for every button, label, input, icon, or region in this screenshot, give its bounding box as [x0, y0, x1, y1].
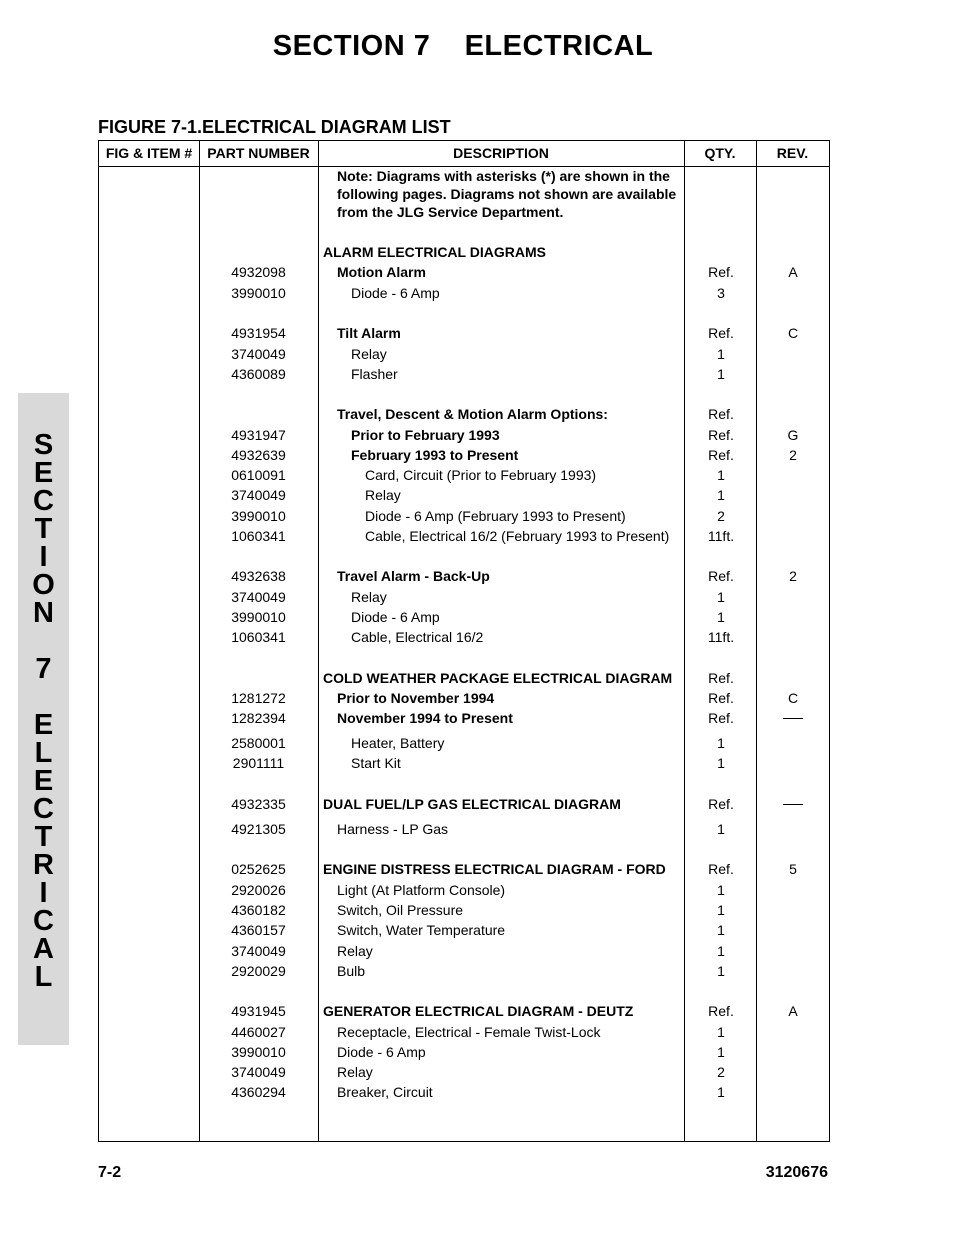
part-number-cell: 2920026 [231, 882, 286, 898]
description-cell: Start Kit [351, 755, 401, 771]
side-tab-letter: E [33, 765, 54, 797]
rev-cell: A [788, 264, 798, 280]
header-part-number: PART NUMBER [207, 145, 310, 161]
part-number-cell: 4360294 [231, 1084, 286, 1100]
part-number-cell: 3990010 [231, 1044, 286, 1060]
qty-cell: 2 [717, 1064, 725, 1080]
side-tab-letter: S [33, 429, 54, 461]
qty-cell: Ref. [708, 796, 734, 812]
figure-title: FIGURE 7-1.ELECTRICAL DIAGRAM LIST [98, 117, 451, 137]
qty-cell: 3 [717, 285, 725, 301]
part-number-cell: 3740049 [231, 943, 286, 959]
table-row [99, 941, 829, 961]
rev-cell [757, 708, 829, 728]
table-row [99, 961, 829, 981]
rev-cell: A [788, 1003, 798, 1019]
qty-cell: Ref. [708, 861, 734, 877]
description-cell: ALARM ELECTRICAL DIAGRAMS [323, 244, 546, 260]
part-number-cell: 4460027 [231, 1024, 286, 1040]
description-cell: Breaker, Circuit [337, 1084, 433, 1100]
rev-dash [783, 794, 803, 805]
qty-cell: Ref. [708, 264, 734, 280]
description-cell: Tilt Alarm [337, 325, 401, 341]
side-tab-letter [18, 683, 69, 711]
rev-cell [757, 794, 829, 814]
description-cell: COLD WEATHER PACKAGE ELECTRICAL DIAGRAM [323, 670, 673, 686]
table-row [99, 1082, 829, 1102]
qty-cell: 1 [717, 963, 725, 979]
part-number-cell: 4360157 [231, 922, 286, 938]
table-row [99, 465, 829, 485]
table-note: Note: Diagrams with asterisks (*) are shown in the following pages. Diagrams not shown are available from the JLG Service Department. [337, 168, 677, 220]
description-cell: Harness - LP Gas [337, 821, 449, 837]
description-cell: Switch, Water Temperature [337, 922, 506, 938]
qty-cell: 2 [717, 508, 725, 524]
table-row [99, 900, 829, 920]
header-rev: REV. [776, 145, 809, 161]
part-number-cell: 4931945 [231, 1003, 286, 1019]
part-number-cell: 3990010 [231, 609, 286, 625]
table-row [99, 733, 829, 753]
side-tab-letter: C [33, 905, 54, 937]
side-tab-letter: I [39, 541, 48, 573]
qty-cell: 1 [717, 735, 725, 751]
side-tab-text [18, 431, 69, 991]
rev-cell: C [787, 325, 799, 341]
qty-cell: Ref. [708, 1003, 734, 1019]
description-cell: Cable, Electrical 16/2 [351, 629, 484, 645]
qty-cell: 1 [717, 487, 725, 503]
table-row [99, 425, 829, 445]
side-tab-letter: R [33, 849, 54, 881]
rev-cell: 2 [789, 447, 797, 463]
qty-cell: 1 [717, 1044, 725, 1060]
description-cell: Light (At Platform Console) [337, 882, 506, 898]
description-cell: November 1994 to Present [337, 710, 513, 726]
description-cell: Bulb [337, 963, 366, 979]
qty-cell: 1 [717, 346, 725, 362]
rev-cell: C [787, 690, 799, 706]
description-cell: Diode - 6 Amp [351, 609, 440, 625]
part-number-cell: 0610091 [231, 467, 286, 483]
qty-cell: Ref. [708, 325, 734, 341]
description-cell: Receptacle, Electrical - Female Twist-Lock [337, 1024, 601, 1040]
description-cell: Switch, Oil Pressure [337, 902, 464, 918]
qty-cell: Ref. [708, 670, 734, 686]
side-tab-letter: A [33, 933, 54, 965]
qty-cell: Ref. [708, 406, 734, 422]
part-number-cell: 4931947 [231, 427, 286, 443]
table-row [99, 1022, 829, 1042]
table-row [99, 859, 829, 879]
table-row [99, 607, 829, 627]
part-number-cell: 1281272 [231, 690, 286, 706]
part-number-cell: 2580001 [231, 735, 286, 751]
part-number-cell: 1282394 [231, 710, 286, 726]
qty-cell: 11ft. [707, 528, 735, 544]
part-number-cell: 1060341 [231, 528, 286, 544]
description-cell: Relay [351, 589, 387, 605]
rev-cell: G [787, 427, 799, 443]
table-row [99, 587, 829, 607]
table-row [99, 404, 829, 424]
table-row [99, 323, 829, 343]
table-row [99, 506, 829, 526]
table-row [99, 242, 829, 262]
side-tab-letter: E [33, 457, 54, 489]
part-number-cell: 4921305 [231, 821, 286, 837]
header-qty: QTY. [704, 145, 736, 161]
description-cell: Card, Circuit (Prior to February 1993) [365, 467, 597, 483]
table-row [99, 819, 829, 839]
description-cell: Prior to November 1994 [337, 690, 495, 706]
description-cell: DUAL FUEL/LP GAS ELECTRICAL DIAGRAM [323, 796, 621, 812]
side-tab-letter: N [33, 597, 54, 629]
part-number-cell: 4931954 [231, 325, 286, 341]
qty-cell: Ref. [708, 427, 734, 443]
qty-cell: 1 [717, 467, 725, 483]
table-row [99, 262, 829, 282]
description-cell: Travel Alarm - Back-Up [337, 568, 490, 584]
side-tab-letter: T [34, 513, 53, 545]
part-number-cell: 4932098 [231, 264, 286, 280]
qty-cell: Ref. [708, 568, 734, 584]
description-cell: Travel, Descent & Motion Alarm Options: [337, 406, 608, 422]
header-description: DESCRIPTION [453, 145, 549, 161]
part-number-cell: 2901111 [232, 755, 285, 771]
part-number-cell: 3740049 [231, 1064, 286, 1080]
qty-cell: 1 [717, 609, 725, 625]
qty-cell: 1 [717, 902, 725, 918]
table-row [99, 485, 829, 505]
table-row [99, 688, 829, 708]
side-tab-letter: L [34, 737, 53, 769]
side-tab-letter: T [34, 821, 53, 853]
table-row [99, 445, 829, 465]
table-row [99, 1042, 829, 1062]
section-title: SECTION 7 ELECTRICAL [272, 30, 654, 62]
table-row [99, 753, 829, 773]
header-fig-item: FIG & ITEM # [105, 145, 193, 161]
part-number-cell: 4932335 [231, 796, 286, 812]
qty-cell: Ref. [708, 447, 734, 463]
part-number-cell: 3740049 [231, 589, 286, 605]
table-row [99, 794, 829, 814]
side-tab-letter: L [34, 961, 53, 993]
qty-cell: 1 [717, 1084, 725, 1100]
side-tab-letter: I [39, 877, 48, 909]
side-tab-letter: C [33, 485, 54, 517]
description-cell: ENGINE DISTRESS ELECTRICAL DIAGRAM - FORD [323, 861, 666, 877]
part-number-cell: 1060341 [231, 629, 286, 645]
description-cell: Diode - 6 Amp (February 1993 to Present) [365, 508, 626, 524]
document-number: 3120676 [765, 1164, 828, 1181]
part-number-cell: 4932638 [231, 568, 286, 584]
side-tab-letter: O [32, 569, 55, 601]
description-cell: Motion Alarm [337, 264, 426, 280]
table-row [99, 1062, 829, 1082]
table-row [99, 920, 829, 940]
description-cell: Relay [351, 346, 387, 362]
rev-cell: 2 [789, 568, 797, 584]
description-cell: GENERATOR ELECTRICAL DIAGRAM - DEUTZ [323, 1003, 634, 1019]
table-row [99, 708, 829, 728]
table-row [99, 526, 829, 546]
part-number-cell: 4360089 [231, 366, 286, 382]
rev-dash [783, 708, 803, 719]
part-number-cell: 3740049 [231, 487, 286, 503]
side-tab-letter [18, 627, 69, 655]
description-cell: Diode - 6 Amp [337, 1044, 426, 1060]
section-side-tab [18, 393, 69, 1045]
table-row [99, 880, 829, 900]
part-number-cell: 4932639 [231, 447, 286, 463]
description-cell: Relay [337, 943, 373, 959]
part-number-cell: 2920029 [231, 963, 286, 979]
qty-cell: 11ft. [707, 629, 735, 645]
table-row [99, 627, 829, 647]
part-number-cell: 3990010 [231, 508, 286, 524]
side-tab-letter: E [33, 709, 54, 741]
part-number-cell: 0252625 [231, 861, 286, 877]
qty-cell: 1 [717, 1024, 725, 1040]
table-row [99, 1001, 829, 1021]
description-cell: Relay [337, 1064, 373, 1080]
description-cell: Diode - 6 Amp [351, 285, 440, 301]
rev-cell: 5 [789, 861, 797, 877]
table-row [99, 668, 829, 688]
qty-cell: Ref. [708, 710, 734, 726]
part-number-cell: 3740049 [231, 346, 286, 362]
description-cell: Cable, Electrical 16/2 (February 1993 to Present) [365, 528, 670, 544]
description-cell: Prior to February 1993 [351, 427, 500, 443]
table-row [99, 566, 829, 586]
qty-cell: 1 [717, 943, 725, 959]
table-row [99, 283, 829, 303]
side-tab-letter: C [33, 793, 54, 825]
qty-cell: 1 [717, 922, 725, 938]
qty-cell: 1 [717, 882, 725, 898]
page-number: 7-2 [98, 1164, 122, 1181]
description-cell: February 1993 to Present [351, 447, 519, 463]
part-number-cell: 4360182 [231, 902, 286, 918]
side-tab-letter: 7 [35, 653, 52, 685]
qty-cell: 1 [717, 589, 725, 605]
qty-cell: 1 [717, 821, 725, 837]
description-cell: Flasher [351, 366, 398, 382]
table-row [99, 344, 829, 364]
description-cell: Heater, Battery [351, 735, 445, 751]
qty-cell: Ref. [708, 690, 734, 706]
table-row [99, 364, 829, 384]
description-cell: Relay [365, 487, 401, 503]
qty-cell: 1 [717, 755, 725, 771]
qty-cell: 1 [717, 366, 725, 382]
part-number-cell: 3990010 [231, 285, 286, 301]
parts-table [98, 140, 830, 1142]
